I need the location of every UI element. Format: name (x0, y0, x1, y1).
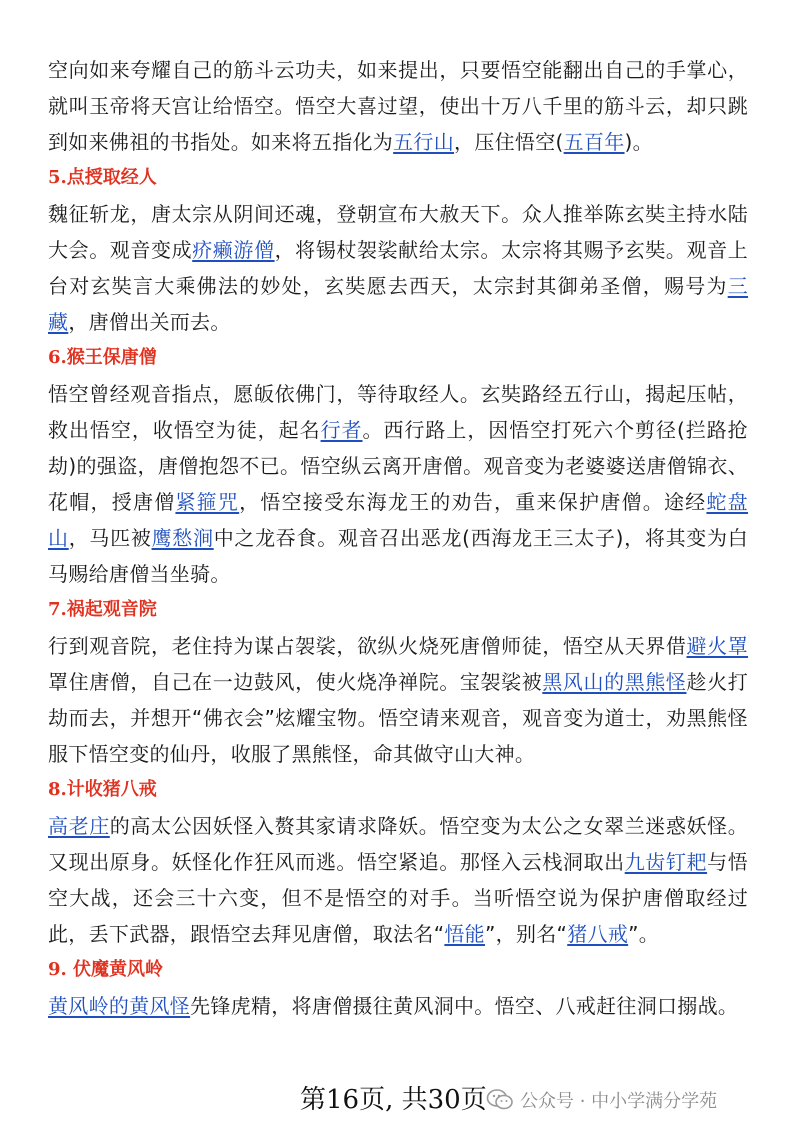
link-wubainian[interactable]: 五百年 (563, 130, 625, 154)
paragraph-5 (48, 196, 748, 340)
paragraph-4-continued (48, 52, 748, 160)
section-heading-8: 8.计收猪八戒 (48, 779, 157, 800)
section-heading-5: 5.点授取经人 (48, 167, 157, 188)
text: 空向如来夸耀自己的筋斗云功夫，如来提出，只要悟空能翻出自己的手掌心，就叫玉帝将天宫让给悟空。悟空大喜过望，使出十万八千里的筋斗云，却只跳到如来佛祖的书指处。如来将五指化为 (48, 58, 748, 154)
document-body (48, 52, 748, 1024)
text: )。 (624, 130, 653, 154)
text: ，马匹被 (68, 526, 152, 550)
text: 行到观音院，老住持为谋占袈裟，欲纵火烧死唐僧师徒，悟空从天界借 (48, 634, 687, 658)
section-heading-6: 6.猴王保唐僧 (48, 347, 157, 368)
link-huangfengguai[interactable]: 黄风岭的黄风怪 (48, 994, 191, 1018)
watermark (486, 1084, 717, 1116)
text: 中之龙吞食。观音召出恶龙(西海龙王三太子)，将其变为白马赐给唐僧当坐骑。 (48, 526, 748, 586)
text: ”，别名“ (484, 922, 568, 946)
section-heading-9: 9. 伏魔黄风岭 (48, 959, 164, 980)
link-gaolaozhuang[interactable]: 高老庄 (48, 814, 110, 838)
text: 悟空曾经观音指点，愿皈依佛门，等待取经人。玄奘路经五行山，揭起压帖，救出悟空，收悟空为徒，起名 (48, 382, 748, 442)
link-jiuchi-dingpa[interactable]: 九齿钉耙 (624, 850, 708, 874)
text: 与悟空大战，还会三十六变，但不是悟空的对手。当听悟空说为保护唐僧取经过此，丢下武器，跟悟空去拜见唐僧，取法名“ (48, 850, 748, 946)
paragraph-9 (48, 988, 748, 1024)
text: 。西行路上，因悟空打死六个剪径(拦路抢劫)的强盗，唐僧抱怨不已。悟空纵云离开唐僧。观音变为老婆婆送唐僧锦衣、花帽，授唐僧 (48, 418, 748, 514)
link-sanzang[interactable]: 三藏 (48, 274, 748, 334)
link-jielai-youseng[interactable]: 疥癞游僧 (192, 238, 275, 262)
text: 趁火打劫而去，并想开“佛衣会”炫耀宝物。悟空请来观音，观音变为道士，劝黑熊怪服下悟空变的仙丹，收服了黑熊怪，命其做守山大神。 (48, 670, 749, 766)
wechat-icon (486, 1088, 514, 1112)
text: 的高太公因妖怪入赘其家请求降妖。悟空变为太公之女翠兰迷惑妖怪。又现出原身。妖怪化作狂风而逃。悟空紧追。那怪入云栈洞取出 (48, 814, 748, 874)
link-yingchoujian[interactable]: 鹰愁涧 (151, 526, 214, 550)
link-wuneng[interactable]: 悟能 (444, 922, 485, 946)
paragraph-6 (48, 376, 748, 592)
link-zhubajie[interactable]: 猪八戒 (567, 922, 629, 946)
text: ，压住悟空( (454, 130, 564, 154)
text: 魏征斩龙，唐太宗从阴间还魂，登朝宣布大赦天下。众人推举陈玄奘主持水陆大会。观音变成 (48, 202, 748, 262)
text: ”。 (628, 922, 660, 946)
paragraph-8 (48, 808, 748, 952)
link-xingzhe[interactable]: 行者 (320, 418, 363, 442)
section-heading-7: 7.祸起观音院 (48, 599, 157, 620)
link-jingu-zhou[interactable]: 紧箍咒 (175, 490, 240, 514)
link-wuxingshan[interactable]: 五行山 (393, 130, 455, 154)
page-number: 第16页, 共30页 (300, 1085, 487, 1115)
text: 先锋虎精，将唐僧摄往黄风洞中。悟空、八戒赶往洞口搦战。 (190, 994, 739, 1018)
link-bihuozhao[interactable]: 避火罩 (686, 634, 748, 658)
paragraph-7 (48, 628, 748, 772)
text: ，唐僧出关而去。 (68, 310, 231, 334)
page-footer (0, 1080, 794, 1120)
text: ，将锡杖袈裟献给太宗。太宗将其赐予玄奘。观音上台对玄奘言大乘佛法的妙处，玄奘愿去西天，太宗封其御弟圣僧，赐号为 (48, 238, 748, 298)
text: ，悟空接受东海龙王的劝告，重来保护唐僧。途经 (239, 490, 707, 514)
watermark-text: 公众号 · 中小学满分学苑 (520, 1091, 718, 1112)
link-heixiongguai[interactable]: 黑风山的黑熊怪 (542, 670, 687, 694)
link-shepanshan[interactable]: 蛇盘山 (48, 490, 748, 550)
text: 罩住唐僧，自己在一边鼓风，使火烧净禅院。宝袈裟被 (48, 670, 543, 694)
